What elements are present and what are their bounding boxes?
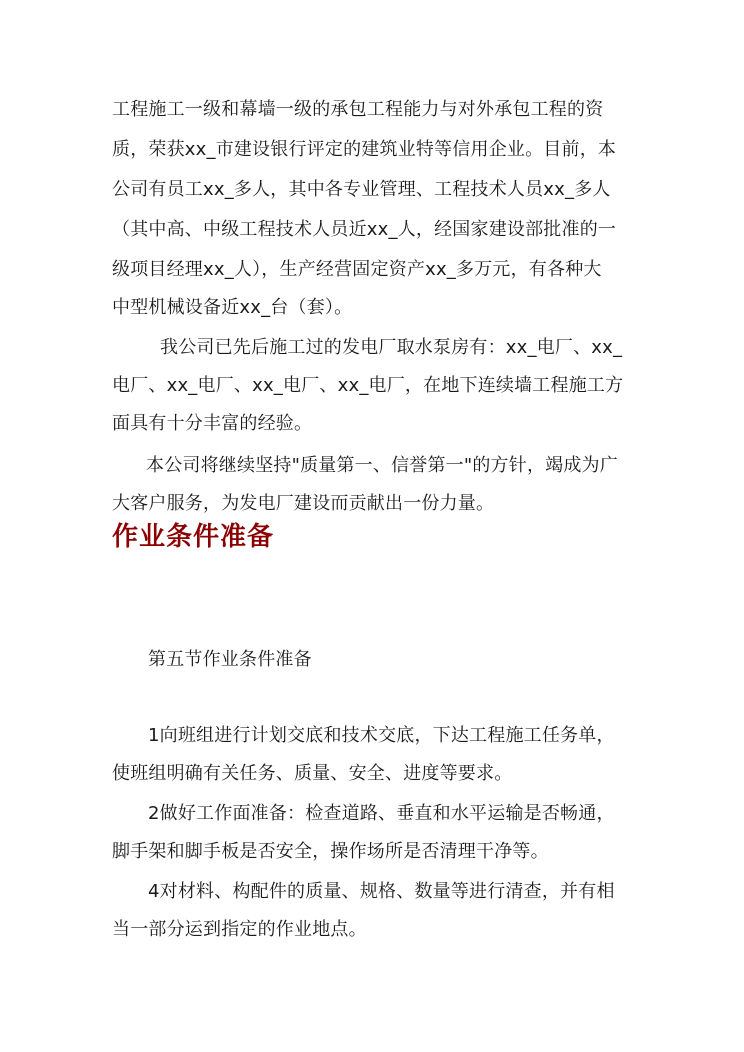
intro-line-3: 公司有员工xx_多人，其中各专业管理、工程技术人员xx_多人 <box>112 179 611 200</box>
section-heading: 作业条件准备 <box>112 522 275 552</box>
plants-line-2: 电厂、xx_电厂、xx_电厂、xx_电厂，在地下连续墙工程施工方 <box>112 375 624 396</box>
intro-line-1: 工程施工一级和幕墙一级的承包工程能力与对外承包工程的资 <box>112 99 604 120</box>
intro-line-6: 中型机械设备近xx_台（套）。 <box>112 297 353 318</box>
item-2-line-1: 2做好工作面准备：检查道路、垂直和水平运输是否畅通， <box>148 803 615 824</box>
item-1-line-1: 1向班组进行计划交底和技术交底，下达工程施工任务单， <box>148 725 615 746</box>
item-3-line-2: 当一部分运到指定的作业地点。 <box>112 919 367 940</box>
plants-line-3: 面具有十分丰富的经验。 <box>112 413 313 434</box>
section-subtitle: 第五节作业条件准备 <box>148 649 312 670</box>
item-2-line-2: 脚手架和脚手板是否安全，操作场所是否清理干净等。 <box>112 841 549 862</box>
commitment-line-2: 大客户服务，为发电厂建设而贡献出一份力量。 <box>112 493 495 514</box>
item-3-line-1: 4对材料、构配件的质量、规格、数量等进行清查，并有相 <box>148 881 615 902</box>
intro-line-2: 质，荣获xx_市建设银行评定的建筑业特等信用企业。目前，本 <box>112 139 617 160</box>
intro-line-4: （其中高、中级工程技术人员近xx_人，经国家建设部批准的一 <box>112 219 617 240</box>
commitment-line-1: 本公司将继续坚持"质量第一、信誉第一"的方针，竭成为广 <box>146 455 618 476</box>
plants-line-1: 我公司已先后施工过的发电厂取水泵房有：xx_电厂、xx_ <box>160 337 623 358</box>
intro-line-5: 级项目经理xx_人），生产经营固定资产xx_多万元，有各种大 <box>112 259 602 280</box>
item-1-line-2: 使班组明确有关任务、质量、安全、进度等要求。 <box>112 763 513 784</box>
